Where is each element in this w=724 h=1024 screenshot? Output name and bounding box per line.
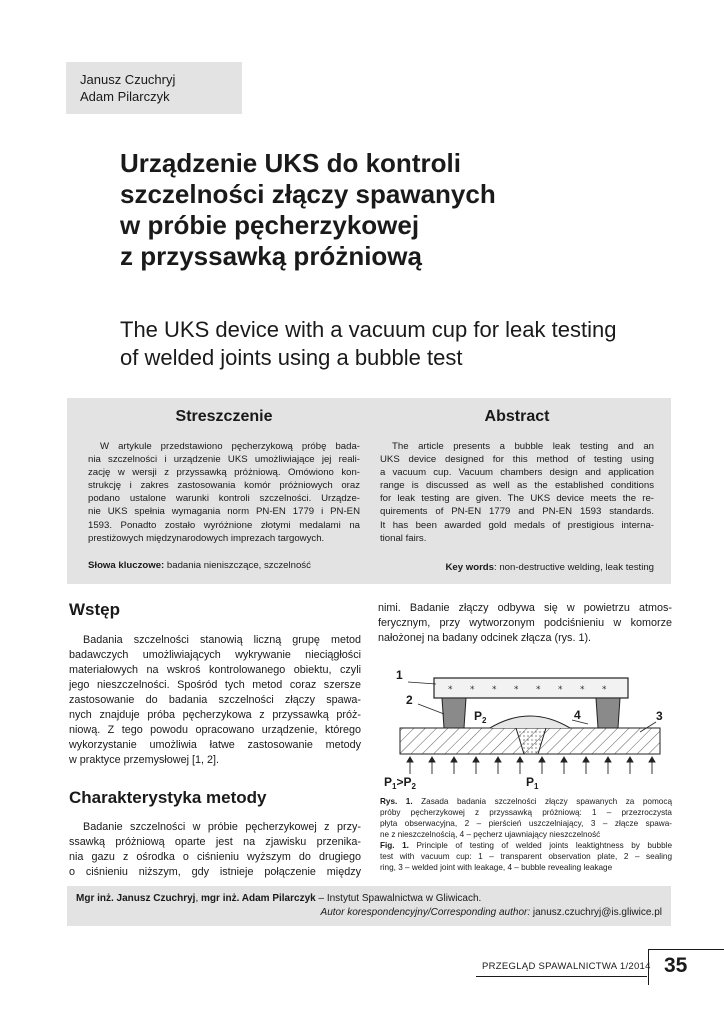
text-line: nia gazu z ośrodka o ciśnieniu wyższym do drugiego — [69, 851, 361, 863]
keywords-pl — [88, 560, 311, 571]
caption-text: Principle of testing of welded joints leaktightness by bubble — [408, 841, 673, 850]
pressure-arrows — [407, 757, 655, 774]
text-line: prestiżowych międzynarodowych imprezach targowych. — [88, 532, 325, 544]
author-name: Janusz Czuchryj — [80, 72, 176, 87]
caption-line: ne z nieszczelnością, 4 – pęcherz ujawniający nieszczelność — [380, 830, 601, 839]
section-heading-charakterystyka: Charakterystyka metody — [69, 788, 267, 807]
right-column-body — [378, 601, 672, 646]
caption-line: test with vacuum cup: 1 – transparent observation plate, 2 – sealing — [380, 852, 672, 861]
title-english — [120, 316, 700, 372]
corresponding-label: Autor korespondencyjny/Corresponding author: — [320, 907, 531, 918]
author-bold: mgr inż. Adam Pilarczyk — [201, 893, 316, 904]
text-line: tional fairs. — [380, 532, 427, 544]
footer-rule — [476, 976, 647, 977]
keywords-label: Key words — [445, 562, 495, 573]
bubble — [490, 716, 570, 728]
text-line: w praktyce przemysłowej [1, 2]. — [69, 754, 220, 766]
caption-line — [380, 840, 672, 851]
text-line: Badania szczelności stanowią liczną grupę metod — [83, 634, 361, 646]
svg-text:*: * — [602, 685, 607, 695]
text-line: strukcję i zakres zastosowania komór próżniowych oraz — [88, 480, 360, 492]
charakterystyka-body — [69, 820, 361, 880]
label-2: 2 — [406, 693, 413, 707]
affiliation-text: – Instytut Spawalnictwa w Gliwicach. — [315, 893, 482, 904]
authors-box — [66, 62, 242, 114]
footer-top-rule — [648, 949, 724, 950]
svg-text:*: * — [536, 685, 541, 695]
text-line: zastosowanie do badania szczelności złączy spawa- — [69, 694, 361, 706]
abstract-heading: Abstract — [484, 408, 550, 425]
abstract-text — [380, 440, 654, 545]
text-line: for leak testing are given. The UKS device meets the re- — [380, 493, 654, 505]
wstep-body — [69, 633, 361, 768]
text-line: ssawką próżniową oparte jest na zjawisku przenika- — [69, 836, 361, 848]
page-number: 35 — [664, 954, 688, 977]
text-line: nia szczelności i urządzenie UKS umożliwiające jej reali- — [88, 454, 360, 466]
caption-label: Fig. 1. — [380, 841, 409, 850]
author-sep: , — [195, 893, 202, 904]
text-line: nałożonej na badany odcinek złącza (rys. 1). — [378, 632, 592, 644]
keywords-label: Słowa kluczowe: — [88, 560, 165, 571]
title-polish — [120, 148, 640, 272]
text-line: zację w wersji z przyssawką próżniową. Omówiono kon- — [88, 467, 360, 479]
text-line: 1593. Ponadto zostało wyróżnione złotymi medalami na — [88, 519, 360, 531]
streszczenie-heading: Streszczenie — [175, 408, 273, 425]
caption-text: Zasada badania szczelności złączy spawanych za pomocą — [412, 797, 672, 806]
caption-line — [380, 796, 672, 807]
title-line: w próbie pęcherzykowej — [120, 210, 420, 240]
caption-label: Rys. 1. — [380, 797, 413, 806]
label-p2: $P_2$ — [474, 709, 487, 725]
label-pressure-relation: $P_1>P_2$ — [384, 775, 416, 791]
sealing-ring-left — [442, 698, 466, 728]
figure-caption — [380, 796, 672, 873]
text-line: jego nieszczelności. Spośród tych metod coraz szersze — [69, 679, 361, 691]
text-line: badawczych umożliwiających wykrywanie nieciągłości — [69, 649, 361, 661]
caption-line: ring, 3 – welded joint with leakage, 4 – bubble revealing leakage — [380, 863, 613, 872]
caption-line: płyta obserwacyjna, 2 – pierścień uszczelniający, 3 – złącze spawa- — [380, 819, 672, 828]
text-line: Badanie szczelności w próbie pęcherzykowej z przy- — [83, 821, 361, 833]
author-info-box — [67, 886, 671, 926]
svg-text:*: * — [558, 685, 563, 695]
author-name: Adam Pilarczyk — [80, 89, 170, 104]
text-line: niową. Z tego powodu opracowano urządzenie, którego — [69, 724, 361, 736]
figure-uks-diagram — [378, 662, 674, 794]
svg-text:*: * — [514, 685, 519, 695]
text-line: W artykule przedstawiono pęcherzykową próbę bada- — [100, 441, 360, 452]
caption-line: próby pęcherzykowej z przyssawką próżniową: 1 – przezroczysta — [380, 808, 672, 817]
corresponding-author — [321, 906, 662, 920]
title-line: z przyssawką próżniową — [120, 241, 422, 271]
svg-text:*: * — [580, 685, 585, 695]
svg-text:*: * — [470, 685, 475, 695]
journal-name: PRZEGLĄD SPAWALNICTWA 1/2014 — [482, 961, 651, 972]
keywords-value: : non-destructive welding, leak testing — [494, 562, 654, 573]
title-line: The UKS device with a vacuum cup for leak testing — [120, 317, 617, 342]
text-line: UKS device designed for this method of testing using — [380, 454, 654, 466]
text-line: nimi. Badanie złączy odbywa się w powietrzu atmos- — [378, 602, 672, 614]
text-line: wykorzystanie umożliwia łatwe zastosowanie metody — [69, 739, 361, 751]
keywords-en — [445, 562, 654, 573]
label-1: 1 — [396, 668, 403, 682]
title-line: szczelności złączy spawanych — [120, 179, 496, 209]
text-line: It has been awarded gold medals of prestigious interna- — [380, 519, 654, 531]
streszczenie-text — [88, 440, 360, 545]
text-line: o ciśnieniu niższym, gdy istnieje połączenie między — [69, 866, 361, 878]
text-line: quirements of PN-EN 1779 and PN-EN 1593 standards. — [380, 506, 654, 518]
author-affiliation — [76, 892, 481, 906]
section-heading-wstep: Wstęp — [69, 600, 120, 619]
sealing-ring-right — [596, 698, 620, 728]
text-line: nych znajduje próba pęcherzykowa z przyssawką próż- — [69, 709, 361, 721]
label-p1: $P_1$ — [526, 775, 539, 791]
text-line: ferycznym, przy wytworzonym podciśnieniu w komorze — [378, 617, 672, 629]
text-line: The article presents a bubble leak testing and an — [392, 441, 654, 452]
label-4: 4 — [574, 708, 581, 722]
text-line: nie UKS spełnia wymagania norm PN-EN 1779 i PN-EN — [88, 506, 360, 518]
svg-text:*: * — [448, 685, 453, 695]
keywords-value: badania nieniszczące, szczelność — [164, 560, 311, 571]
text-line: podano ustalone warunki kontroli szczelności. Urządze- — [88, 493, 360, 505]
label-3: 3 — [656, 709, 663, 723]
observation-plate — [434, 678, 628, 698]
title-line: of welded joints using a bubble test — [120, 345, 463, 370]
author-bold: Mgr inż. Janusz Czuchryj — [76, 893, 196, 904]
svg-text:*: * — [492, 685, 497, 695]
text-line: a vacuum cup. Vacuum chambers design and application — [380, 467, 654, 479]
text-line: range is discussed as well as the established conditions — [380, 480, 654, 492]
title-line: Urządzenie UKS do kontroli — [120, 148, 461, 178]
text-line: materiałowych na wskroś kontrolowanego obiektu, czyli — [69, 664, 361, 676]
corresponding-email[interactable]: janusz.czuchryj@is.gliwice.pl — [530, 907, 662, 918]
